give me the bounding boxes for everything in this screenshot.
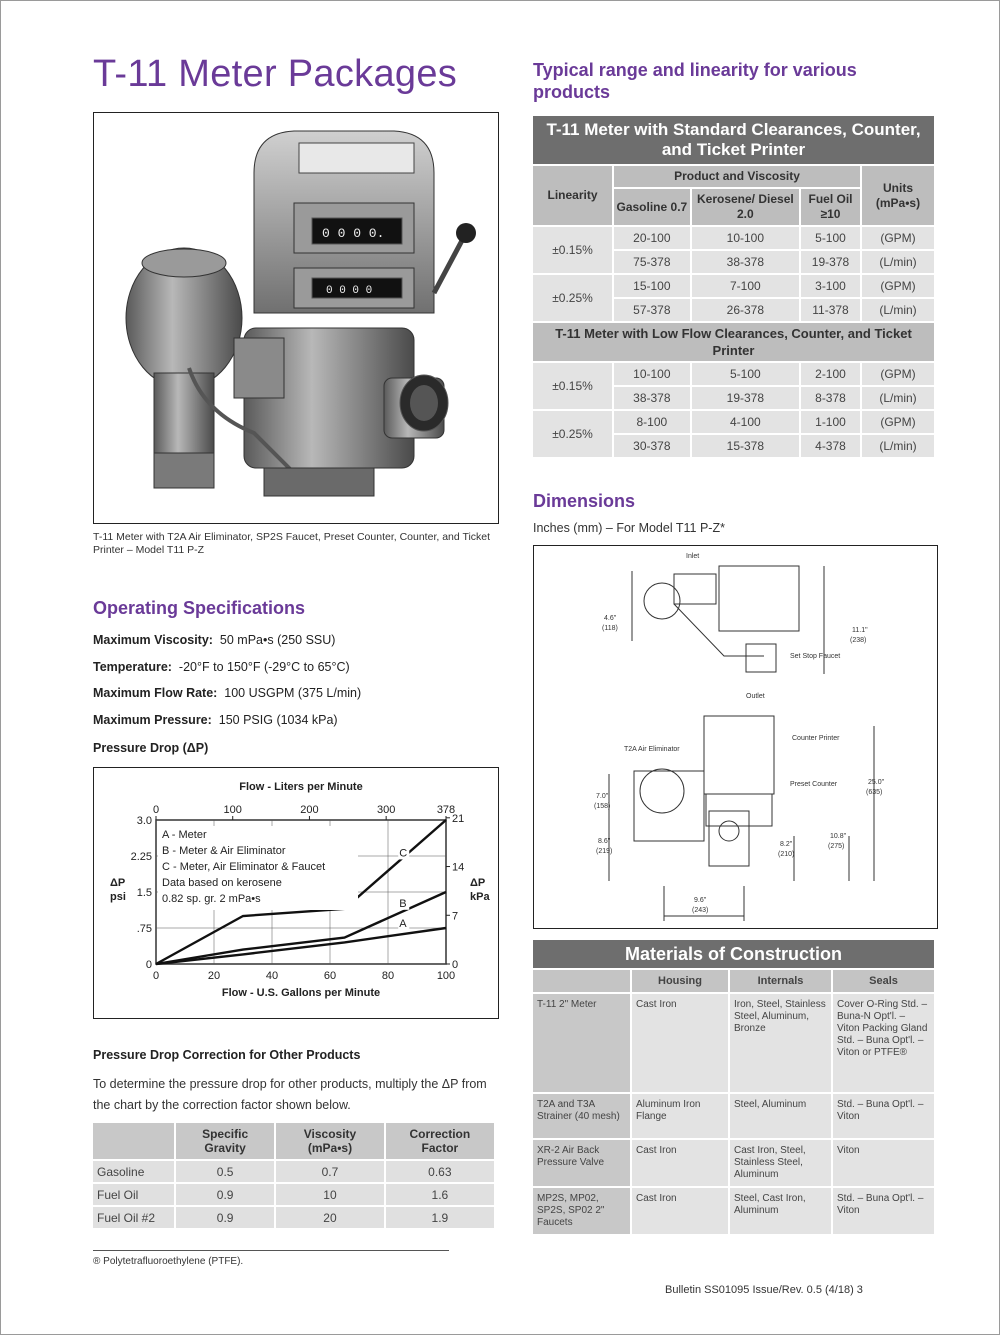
table-cell: 38-378 xyxy=(613,386,691,410)
table-cell: 2-100 xyxy=(800,362,861,386)
table-cell: 1.6 xyxy=(385,1183,495,1206)
table-cell: 0.5 xyxy=(175,1160,275,1183)
table-cell: Std. – Buna Opt'l. – Viton xyxy=(832,1187,935,1235)
table-cell: 7-100 xyxy=(691,274,800,298)
pressure-drop-text: Pressure Drop (ΔP) xyxy=(93,741,209,755)
dim-d3mm: (158) xyxy=(594,803,611,810)
product-header: Fuel Oil ≥10 xyxy=(800,188,861,226)
spec-label: Maximum Pressure: xyxy=(93,713,212,727)
table-cell: 10-100 xyxy=(691,226,800,250)
table-cell: ±0.15% xyxy=(533,362,613,410)
table-cell: 5-100 xyxy=(691,362,800,386)
footnote-divider xyxy=(93,1250,449,1251)
correction-heading: Pressure Drop Correction for Other Products xyxy=(93,1048,361,1062)
counter2-display: 0 0 0 0 xyxy=(326,285,373,297)
y-axis-label-left-unit: psi xyxy=(110,891,126,903)
dim-d5mm: (210) xyxy=(778,851,795,858)
table-cell: Cast Iron xyxy=(631,993,729,1093)
linearity-heading: Typical range and linearity for various products xyxy=(533,60,857,102)
dim-outlet: Outlet xyxy=(746,693,765,700)
materials-table xyxy=(533,940,936,1236)
x-axis-label: Flow - U.S. Gallons per Minute xyxy=(221,987,381,999)
legend-item: 0.82 sp. gr. 2 mPa•s xyxy=(162,893,261,905)
right-tick-label: 0 xyxy=(452,959,459,971)
table-cell: (L/min) xyxy=(861,298,935,322)
linearity-table xyxy=(533,116,936,459)
table-cell: T2A and T3A Strainer (40 mesh) xyxy=(533,1093,631,1139)
corr-col-header xyxy=(93,1123,175,1160)
dim-d6mm: (275) xyxy=(828,843,845,850)
mat-col-header xyxy=(533,969,631,993)
corr-col-header: Specific Gravity xyxy=(175,1123,275,1160)
table-row xyxy=(93,1160,495,1183)
dimensions-heading: Dimensions xyxy=(533,491,636,511)
table-cell: Fuel Oil #2 xyxy=(93,1206,175,1229)
meter-illustration xyxy=(94,113,499,524)
table-cell: 10 xyxy=(275,1183,385,1206)
corr-col-header: Correction Factor xyxy=(385,1123,495,1160)
chart-title: Flow - Liters per Minute xyxy=(239,781,363,793)
dim-air-elim: T2A Air Eliminator xyxy=(624,746,680,753)
series-label-b: B xyxy=(399,897,407,910)
table-cell: 11-378 xyxy=(800,298,861,322)
x-tick-label: 40 xyxy=(265,970,279,982)
table-cell: Steel, Aluminum xyxy=(729,1093,832,1139)
table-cell: (L/min) xyxy=(861,386,935,410)
materials-heading: Materials of Construction xyxy=(533,940,935,969)
top-tick-label: 300 xyxy=(376,804,396,816)
bulletin-footer: Bulletin SS01095 Issue/Rev. 0.5 (4/18) 3 xyxy=(665,1284,863,1296)
units-col-header: Units (mPa•s) xyxy=(861,165,935,226)
legend-item: A - Meter xyxy=(162,829,207,841)
table-cell: MP2S, MP02, SP2S, SP02 2" Faucets xyxy=(533,1187,631,1235)
standard-table-title: T-11 Meter with Standard Clearances, Counter, and Ticket Printer xyxy=(533,116,935,165)
product-header: Gasoline 0.7 xyxy=(613,188,691,226)
table-cell: Gasoline xyxy=(93,1160,175,1183)
table-cell: 3-100 xyxy=(800,274,861,298)
table-cell: XR-2 Air Back Pressure Valve xyxy=(533,1139,631,1187)
table-cell: 57-378 xyxy=(613,298,691,322)
dim-faucet: Set Stop Faucet xyxy=(790,653,841,660)
dimension-drawing xyxy=(533,545,938,929)
dim-d1: 4.6" xyxy=(604,615,617,622)
table-cell: Cast Iron, Steel, Stainless Steel, Aluminum xyxy=(729,1139,832,1187)
series-label-c: C xyxy=(399,847,408,860)
dim-d2: 11.1" xyxy=(852,627,868,634)
table-cell: 20 xyxy=(275,1206,385,1229)
table-row xyxy=(533,274,935,298)
table-cell: (GPM) xyxy=(861,410,935,434)
table-cell: (GPM) xyxy=(861,274,935,298)
counter-display: 0 0 0 0. xyxy=(322,226,385,241)
table-cell: 20-100 xyxy=(613,226,691,250)
table-cell: 0.9 xyxy=(175,1206,275,1229)
spec-label: Temperature: xyxy=(93,660,172,674)
series-line-a xyxy=(156,928,446,964)
table-cell: Cast Iron xyxy=(631,1187,729,1235)
spec-max-viscosity xyxy=(93,633,335,647)
top-tick-label: 378 xyxy=(436,804,456,816)
x-tick-label: 100 xyxy=(436,970,456,982)
top-tick-label: 0 xyxy=(152,804,160,816)
table-cell: ±0.15% xyxy=(533,226,613,274)
correction-paragraph: To determine the pressure drop for other products, multiply the ΔP from the chart by the correction factor shown below. xyxy=(93,1077,487,1112)
table-cell: 30-378 xyxy=(613,434,691,458)
table-cell: 75-378 xyxy=(613,250,691,274)
table-cell: 1-100 xyxy=(800,410,861,434)
dimension-svg xyxy=(534,546,936,927)
y-axis-label-right: ΔP xyxy=(470,877,486,889)
spec-value: 150 PSIG (1034 kPa) xyxy=(218,713,338,727)
table-cell: (GPM) xyxy=(861,226,935,250)
spec-max-pressure xyxy=(93,713,338,727)
table-cell: Fuel Oil xyxy=(93,1183,175,1206)
legend-item: C - Meter, Air Eliminator & Faucet xyxy=(162,861,326,873)
y-axis-label-right-unit: kPa xyxy=(470,891,490,903)
spec-max-flow xyxy=(93,686,361,700)
table-cell: (GPM) xyxy=(861,362,935,386)
table-row xyxy=(533,993,935,1093)
y-tick-label: .75 xyxy=(136,923,152,935)
dim-preset-counter: Preset Counter xyxy=(790,781,838,788)
table-cell: Aluminum Iron Flange xyxy=(631,1093,729,1139)
table-cell: 5-100 xyxy=(800,226,861,250)
legend-item: B - Meter & Air Eliminator xyxy=(162,845,286,857)
top-tick-label: 100 xyxy=(223,804,242,816)
mat-col-header: Housing xyxy=(631,969,729,993)
table-cell: (L/min) xyxy=(861,250,935,274)
low-flow-title: T-11 Meter with Low Flow Clearances, Counter, and Ticket Printer xyxy=(533,322,935,362)
table-row xyxy=(533,1187,935,1235)
table-cell: Viton xyxy=(832,1139,935,1187)
y-tick-label: 3.0 xyxy=(136,815,152,827)
page-title: T-11 Meter Packages xyxy=(93,53,458,95)
table-cell: Steel, Cast Iron, Aluminum xyxy=(729,1187,832,1235)
spec-temperature xyxy=(93,660,350,674)
table-cell: 19-378 xyxy=(800,250,861,274)
dim-d2mm: (238) xyxy=(850,637,867,644)
x-tick-label: 80 xyxy=(381,970,395,982)
table-cell: 8-378 xyxy=(800,386,861,410)
table-row xyxy=(93,1206,495,1229)
y-tick-label: 0 xyxy=(145,959,152,971)
y-tick-label: 1.5 xyxy=(136,887,152,899)
table-row xyxy=(93,1183,495,1206)
table-cell: Iron, Steel, Stainless Steel, Aluminum, Bronze xyxy=(729,993,832,1093)
corr-col-header: Viscosity (mPa•s) xyxy=(275,1123,385,1160)
right-tick-label: 21 xyxy=(452,812,465,825)
linearity-col-header: Linearity xyxy=(533,165,613,226)
table-cell: ±0.25% xyxy=(533,410,613,458)
table-cell: (L/min) xyxy=(861,434,935,458)
product-header: Kerosene/ Diesel 2.0 xyxy=(691,188,800,226)
product-col-header: Product and Viscosity xyxy=(613,165,861,188)
table-cell: Cover O-Ring Std. – Buna-N Opt'l. – Viton Packing Gland Std. – Buna Opt'l. – Viton or PTFE® xyxy=(832,993,935,1093)
table-cell: Std. – Buna Opt'l. – Viton xyxy=(832,1093,935,1139)
dim-d1mm: (118) xyxy=(602,625,618,632)
dim-d4mm: (219) xyxy=(596,848,613,855)
dim-d8mm: (243) xyxy=(692,907,709,914)
dim-d3: 7.0" xyxy=(596,793,609,800)
spec-label: Maximum Viscosity: xyxy=(93,633,213,647)
table-cell: 4-100 xyxy=(691,410,800,434)
spec-value: -20°F to 150°F (-29°C to 65°C) xyxy=(178,660,350,674)
pressure-drop-svg xyxy=(94,768,497,1017)
spec-value: 50 mPa•s (250 SSU) xyxy=(219,633,336,647)
dimensions-subheading: Inches (mm) – For Model T11 P-Z* xyxy=(533,521,725,535)
table-cell: 8-100 xyxy=(613,410,691,434)
x-tick-label: 60 xyxy=(323,970,337,982)
dim-counter-printer: Counter Printer xyxy=(792,735,840,742)
table-cell: 1.9 xyxy=(385,1206,495,1229)
table-cell: ±0.25% xyxy=(533,274,613,322)
table-cell: 19-378 xyxy=(691,386,800,410)
y-tick-label: 2.25 xyxy=(130,851,152,863)
table-cell: 26-378 xyxy=(691,298,800,322)
table-cell: 38-378 xyxy=(691,250,800,274)
table-cell: 4-378 xyxy=(800,434,861,458)
table-row xyxy=(533,410,935,434)
pressure-drop-chart xyxy=(93,767,499,1019)
pressure-drop-label xyxy=(93,741,208,755)
dim-inlet: Inlet xyxy=(686,553,700,560)
table-row xyxy=(533,362,935,386)
table-row xyxy=(533,226,935,250)
series-label-a: A xyxy=(399,918,407,931)
mat-col-header: Seals xyxy=(832,969,935,993)
top-tick-label: 200 xyxy=(300,804,319,816)
table-cell: 15-378 xyxy=(691,434,800,458)
x-tick-label: 0 xyxy=(152,970,160,982)
dim-d4: 8.6" xyxy=(598,838,611,845)
dim-d8: 9.6" xyxy=(694,897,707,904)
operating-specs-heading: Operating Specifications xyxy=(93,598,306,618)
right-tick-label: 7 xyxy=(452,910,459,923)
right-tick-label: 14 xyxy=(452,861,465,874)
correction-table xyxy=(93,1123,496,1230)
table-row xyxy=(533,1139,935,1187)
table-cell: 0.63 xyxy=(385,1160,495,1183)
dim-d7: 25.0" xyxy=(868,779,885,786)
y-axis-label-left: ΔP xyxy=(110,877,126,889)
dim-d6: 10.8" xyxy=(830,833,847,840)
table-cell: 0.7 xyxy=(275,1160,385,1183)
spec-value: 100 USGPM (375 L/min) xyxy=(224,686,362,700)
table-row xyxy=(533,1093,935,1139)
x-tick-label: 20 xyxy=(207,970,221,982)
table-cell: 15-100 xyxy=(613,274,691,298)
legend-item: Data based on kerosene xyxy=(162,877,282,889)
dim-d7mm: (635) xyxy=(866,789,883,796)
footnote: ® Polytetrafluoroethylene (PTFE). xyxy=(93,1256,244,1267)
mat-col-header: Internals xyxy=(729,969,832,993)
table-cell: 0.9 xyxy=(175,1183,275,1206)
table-cell: Cast Iron xyxy=(631,1139,729,1187)
meter-photo xyxy=(93,112,499,524)
table-cell: 10-100 xyxy=(613,362,691,386)
spec-label: Maximum Flow Rate: xyxy=(93,686,218,700)
table-cell: T-11 2" Meter xyxy=(533,993,631,1093)
photo-caption: T-11 Meter with T2A Air Eliminator, SP2S Faucet, Preset Counter, Counter, and Ticket Printer – Model T11 P-Z xyxy=(93,531,491,556)
dim-d5: 8.2" xyxy=(780,841,793,848)
